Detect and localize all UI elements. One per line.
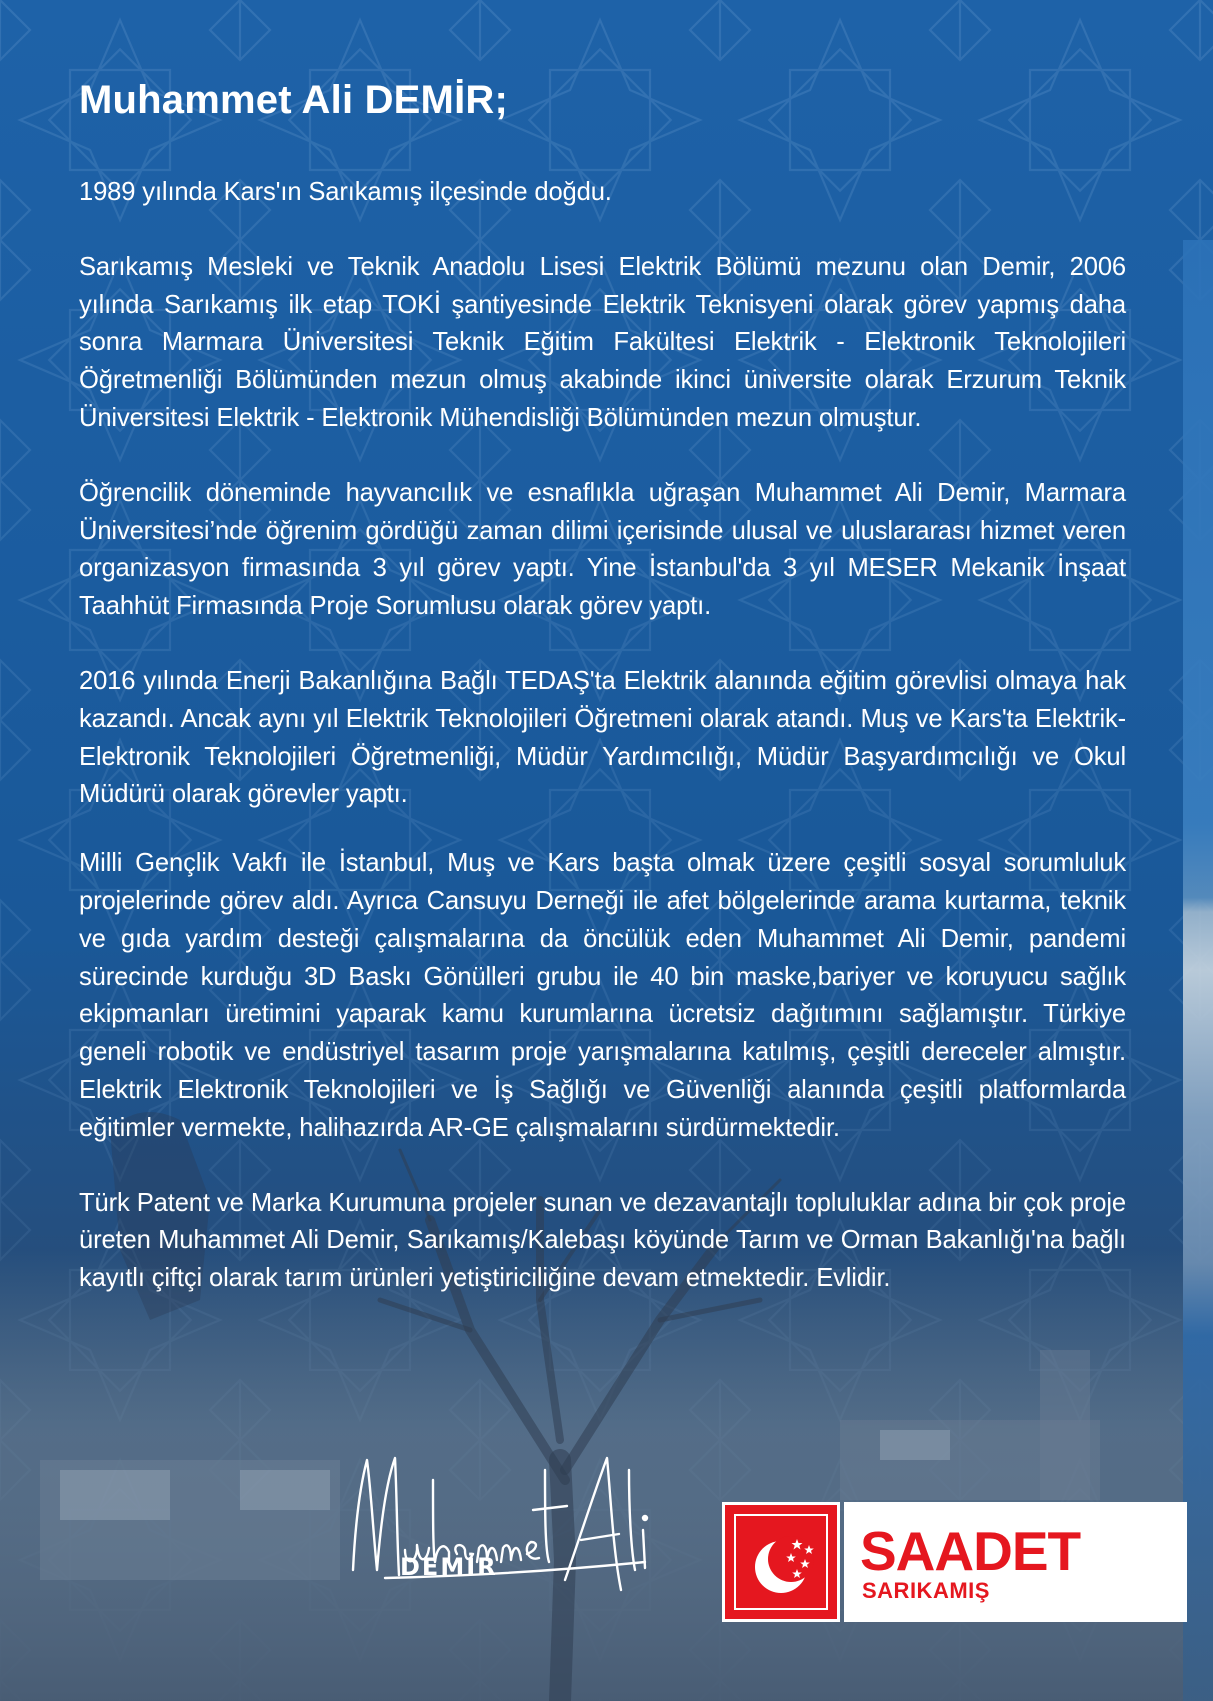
page-title: Muhammet Ali DEMİR;	[79, 78, 508, 122]
crescent-stars-icon	[739, 1521, 823, 1605]
signature-image	[345, 1450, 665, 1595]
paragraph-birth: 1989 yılında Kars'ın Sarıkamış ilçesinde doğdu.	[79, 178, 612, 206]
paragraph-social-work: Milli Gençlik Vakfı ile İstanbul, Muş ve Kars başta olmak üzere çeşitli sosyal sorumluluk projelerinde görev aldı. Ayrıca Cansuyu Derneği ile afet bölgelerinde arama kurtarma, teknik ve gıda yardım desteği çalışmalarına da öncülük eden Muhammet Ali Demir, pandemi sürecinde kurduğu 3D Baskı Gönülleri grubu ile 40 bin maske,bariyer ve koruyucu sağlık ekipmanları üretimini yaparak kamu kurumlarına ücretsiz dağıtımını sağlamıştır. Türkiye geneli robotik ve endüstriyel tasarım proje yarışmalarına katılmış, çeşitli dereceler almıştır. Elektrik Elektronik Teknolojileri ve İş Sağlığı ve Güvenliği alanında çeşitli platformlarda eğitimler vermekte, halihazırda AR-GE çalışmalarını sürdürmektedir.	[79, 849, 1126, 1142]
right-edge-photo-strip	[1183, 240, 1213, 1701]
logo-text-box	[844, 1502, 1187, 1622]
paragraph-education: Sarıkamış Mesleki ve Teknik Anadolu Lisesi Elektrik Bölümü mezunu olan Demir, 2006 yılında Sarıkamış ilk etap TOKİ şantiyesinde Elektrik Teknisyeni olarak görev yapmış daha sonra Marmara Üniversitesi Teknik Eğitim Fakültesi Elektrik - Elektronik Teknolojileri Öğretmenliği Bölümünden mezun olmuş akabinde ikinci üniversite olarak Erzurum Teknik Üniversitesi Elektrik - Elektronik Mühendisliği Bölümünden mezun olmuştur.	[79, 252, 1126, 432]
logo-subtitle: SARIKAMIŞ	[862, 1578, 990, 1603]
logo-emblem	[722, 1502, 840, 1622]
signature-name: DEMİR	[400, 1553, 498, 1581]
paragraph-teaching-career: 2016 yılında Enerji Bakanlığına Bağlı TEDAŞ'ta Elektrik alanında eğitim görevlisi olmaya hak kazandı. Ancak aynı yıl Elektrik Teknolojileri Öğretmeni olarak atandı. Muş ve Kars'ta Elektrik- Elektronik Teknolojileri Öğretmenliği, Müdür Yardımcılığı, Müdür Başyardımcılığı ve Okul Müdürü olarak görevler yaptı.	[79, 666, 1126, 809]
logo-name: SAADET	[860, 1520, 1081, 1582]
paragraph-current: Türk Patent ve Marka Kurumuna projeler sunan ve dezavantajlı topluluklar adına bir çok proje üreten Muhammet Ali Demir, Sarıkamış/Kalebaşı köyünde Tarım ve Orman Bakanlığı'na bağlı kayıtlı çiftçi olarak tarım ürünleri yetiştiriciliğine devam etmektedir. Evlidir.	[79, 1188, 1126, 1293]
paragraph-early-career: Öğrencilik döneminde hayvancılık ve esnaflıkla uğraşan Muhammet Ali Demir, Marmara Üniversitesi’nde öğrenim gördüğü zaman dilimi içerisinde ulusal ve uluslararası hizmet veren organizasyon firmasında 3 yıl görev yaptı. Yine İstanbul'da 3 yıl MESER Mekanik İnşaat Taahhüt Firmasında Proje Sorumlusu olarak görev yaptı.	[79, 478, 1126, 621]
biography-content	[79, 60, 1126, 1335]
saadet-logo	[722, 1502, 1187, 1622]
